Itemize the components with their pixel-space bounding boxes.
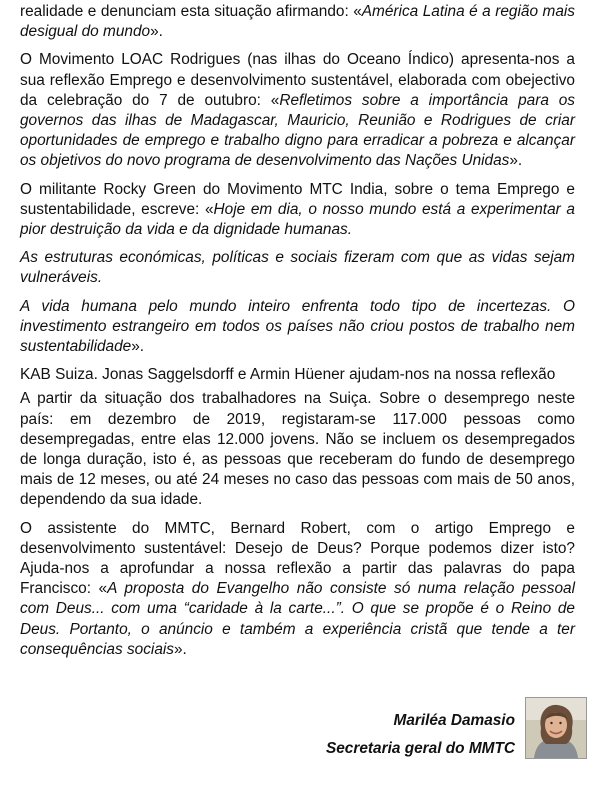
- text-segment: ».: [509, 152, 523, 170]
- paragraph-3: [20, 180, 575, 241]
- text-segment: O assistente do MMTC, Bernard Robert, com o artigo Emprego e desenvolvimento sustentável: Desejo de Deus? Porque podemos dizer isto? Ajuda-nos a aprofundar a nossa reflexão a partir das palavras do papa Francisco: «: [20, 519, 575, 598]
- paragraph-5: [20, 297, 575, 358]
- paragraph-1: [20, 2, 575, 42]
- paragraph-8: [20, 519, 575, 660]
- italic-quote: As estruturas económicas, políticas e sociais fizeram com que as vidas sejam vulneráveis.: [20, 249, 575, 287]
- italic-quote: A vida humana pelo mundo inteiro enfrenta todo tipo de incertezas. O investimento estrangeiro em todos os países não criou postos de trabalho nem sustentabilidade: [20, 297, 575, 356]
- italic-quote: Hoje em dia, o nosso mundo está a experimentar a pior destruição da vida e da dignidade humanas.: [20, 200, 575, 239]
- text-segment: A partir da situação dos trabalhadores na Suiça. Sobre o desemprego neste país: em dezembro de 2019, registaram-se 117.000 pessoas como desempregadas, entre elas 12.000 jovens. Não se incluem os desempregados de longa duração, isto é, as pessoas que receberam do fundo de desemprego mais de 12 meses, ou até 24 meses no caso das pessoas com mais de 50 anos, dependendo da sua idade.: [20, 390, 575, 509]
- text-segment: ».: [150, 23, 163, 41]
- paragraph-6: [20, 365, 575, 385]
- paragraph-7: [20, 389, 575, 510]
- italic-quote: América Latina é a região mais desigual do mundo: [20, 3, 575, 41]
- signature-role: Secretaria geral do MMTC: [325, 740, 515, 757]
- paragraph-2: [20, 50, 575, 171]
- text-segment: O Movimento LOAC Rodrigues (nas ilhas do Oceano Índico) apresenta-nos a sua reflexão Emprego e desenvolvimento sustentável, elaborada com obejectivo da celebração do 7 de outubro: «: [20, 51, 575, 109]
- text-segment: ».: [174, 640, 187, 658]
- text-segment: ».: [131, 338, 145, 356]
- document-body: [20, 2, 575, 668]
- italic-quote: A proposta do Evangelho não consiste só numa relação pessoal com Deus... com uma “caridade à la carte...”. O que se propõe é o Reino de Deus. Portanto, o anúncio e também a experiência cristã que tende a ter consequências sociais: [20, 580, 575, 658]
- italic-quote: Refletimos sobre a importância para os governos das ilhas de Madagascar, Mauricio, Reunião e Rodrigues de criar oportunidades de emprego e trabalho digno para erradicar a pobreza e alcançar os objetivos do novo programa de desenvolvimento das Nações Unidas: [20, 91, 575, 170]
- text-segment: O militante Rocky Green do Movimento MTC India, sobre o tema Emprego e sustentabilidade, escreve: «: [20, 180, 575, 218]
- text-segment: KAB Suiza. Jonas Saggelsdorff e Armin Hüener ajudam-nos na nossa reflexão: [20, 366, 556, 384]
- signature-block: [326, 707, 515, 763]
- portrait-image: [526, 698, 586, 758]
- signature-name: Mariléa Damasio: [393, 712, 515, 729]
- paragraph-4: [20, 248, 575, 288]
- author-photo: [525, 697, 587, 759]
- text-segment: realidade e denunciam esta situação afirmando: «: [20, 3, 362, 20]
